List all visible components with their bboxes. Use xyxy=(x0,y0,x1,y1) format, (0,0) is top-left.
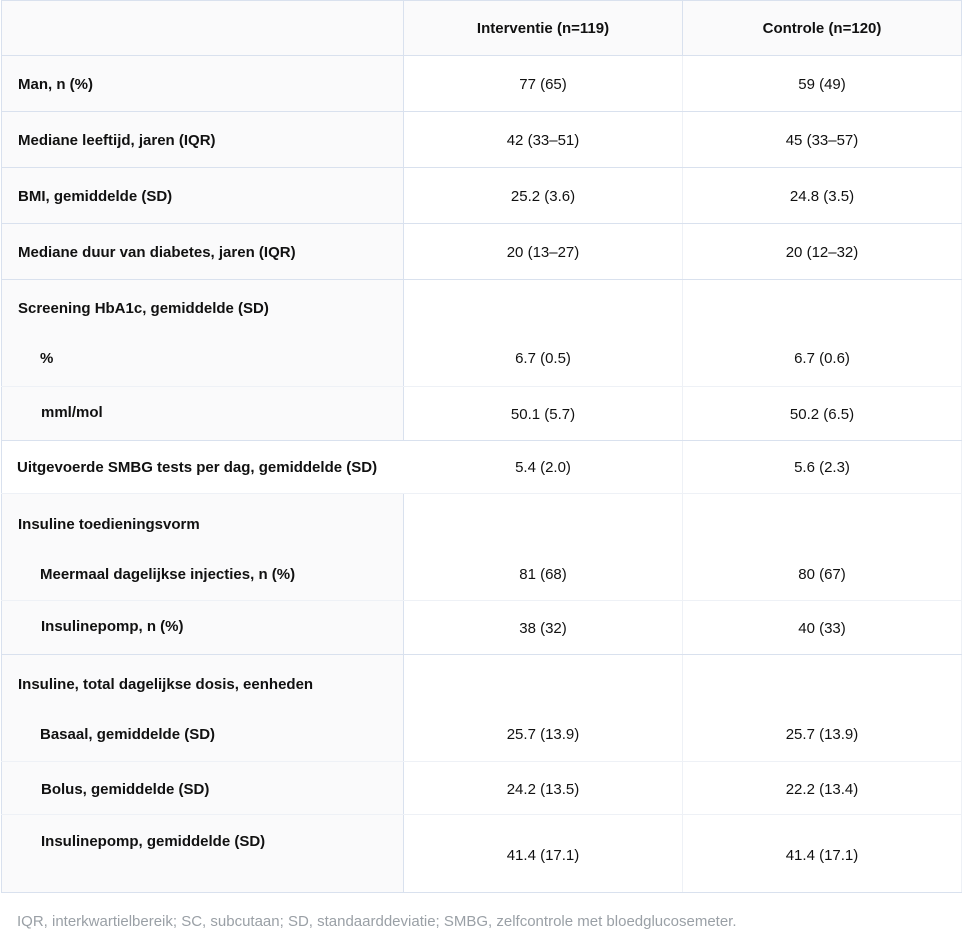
interventie-value: 41.4 (17.1) xyxy=(404,815,683,893)
controle-value: 20 (12–32) xyxy=(683,224,962,280)
controle-value: 25.7 (13.9) xyxy=(683,655,962,762)
interventie-value: 50.1 (5.7) xyxy=(404,387,683,441)
table-row-insuline-toediening xyxy=(1,494,962,601)
controle-value: 45 (33–57) xyxy=(683,112,962,168)
row-label: Screening HbA1c, gemiddelde (SD) xyxy=(1,280,404,387)
interventie-value: 25.7 (13.9) xyxy=(404,655,683,762)
controle-value: 59 (49) xyxy=(683,56,962,112)
interventie-value: 42 (33–51) xyxy=(404,112,683,168)
table-row-duur-diabetes xyxy=(1,224,962,280)
interventie-value: 20 (13–27) xyxy=(404,224,683,280)
controle-value: 6.7 (0.6) xyxy=(683,280,962,387)
header-interventie: Interventie (n=119) xyxy=(404,0,683,56)
table-row-man xyxy=(1,56,962,112)
row-label: Insuline toedieningsvorm xyxy=(1,494,404,601)
controle-value: 80 (67) xyxy=(683,494,962,601)
controle-value: 24.8 (3.5) xyxy=(683,168,962,224)
row-label: Mediane duur van diabetes, jaren (IQR) xyxy=(1,224,404,280)
interventie-value: 77 (65) xyxy=(404,56,683,112)
row-label: BMI, gemiddelde (SD) xyxy=(1,168,404,224)
row-label: Man, n (%) xyxy=(1,56,404,112)
table-row-bolus xyxy=(1,762,962,815)
interventie-value: 38 (32) xyxy=(404,601,683,655)
header-controle: Controle (n=120) xyxy=(683,0,962,56)
row-label: Mediane leeftijd, jaren (IQR) xyxy=(1,112,404,168)
interventie-value: 24.2 (13.5) xyxy=(404,762,683,815)
table-row-screening-hba1c xyxy=(1,280,962,387)
header-cell-empty xyxy=(1,0,404,56)
row-sublabel: mml/mol xyxy=(1,387,404,441)
table-footnote: IQR, interkwartielbereik; SC, subcutaan; SD, standaarddeviatie; SMBG, zelfcontrole met bloedglucosemeter. xyxy=(17,913,737,930)
table-row-insulinepomp-dosis xyxy=(1,815,962,893)
table-row-mml-mol xyxy=(1,387,962,441)
interventie-value: 5.4 (2.0) xyxy=(404,441,683,494)
table-row-insuline-dosis xyxy=(1,655,962,762)
interventie-value: 81 (68) xyxy=(404,494,683,601)
interventie-value: 6.7 (0.5) xyxy=(404,280,683,387)
interventie-value: 25.2 (3.6) xyxy=(404,168,683,224)
row-sublabel: Bolus, gemiddelde (SD) xyxy=(1,762,404,815)
row-sublabel: Insulinepomp, gemiddelde (SD) xyxy=(1,815,404,893)
baseline-characteristics-table xyxy=(1,0,962,893)
row-label: Uitgevoerde SMBG tests per dag, gemiddelde (SD) xyxy=(1,441,404,494)
table-row-smbg-tests xyxy=(1,441,962,494)
row-sublabel: % xyxy=(40,350,54,367)
row-sublabel: Meermaal dagelijkse injecties, n (%) xyxy=(40,566,296,583)
table-row-bmi xyxy=(1,168,962,224)
controle-value: 40 (33) xyxy=(683,601,962,655)
row-label: Insuline, total dagelijkse dosis, eenheden xyxy=(1,655,404,762)
row-sublabel: Basaal, gemiddelde (SD) xyxy=(40,726,216,743)
table-row-leeftijd xyxy=(1,112,962,168)
controle-value: 50.2 (6.5) xyxy=(683,387,962,441)
controle-value: 22.2 (13.4) xyxy=(683,762,962,815)
row-sublabel: Insulinepomp, n (%) xyxy=(1,601,404,655)
table-row-insulinepomp xyxy=(1,601,962,655)
controle-value: 41.4 (17.1) xyxy=(683,815,962,893)
controle-value: 5.6 (2.3) xyxy=(683,441,962,494)
table-header-row xyxy=(1,0,962,56)
